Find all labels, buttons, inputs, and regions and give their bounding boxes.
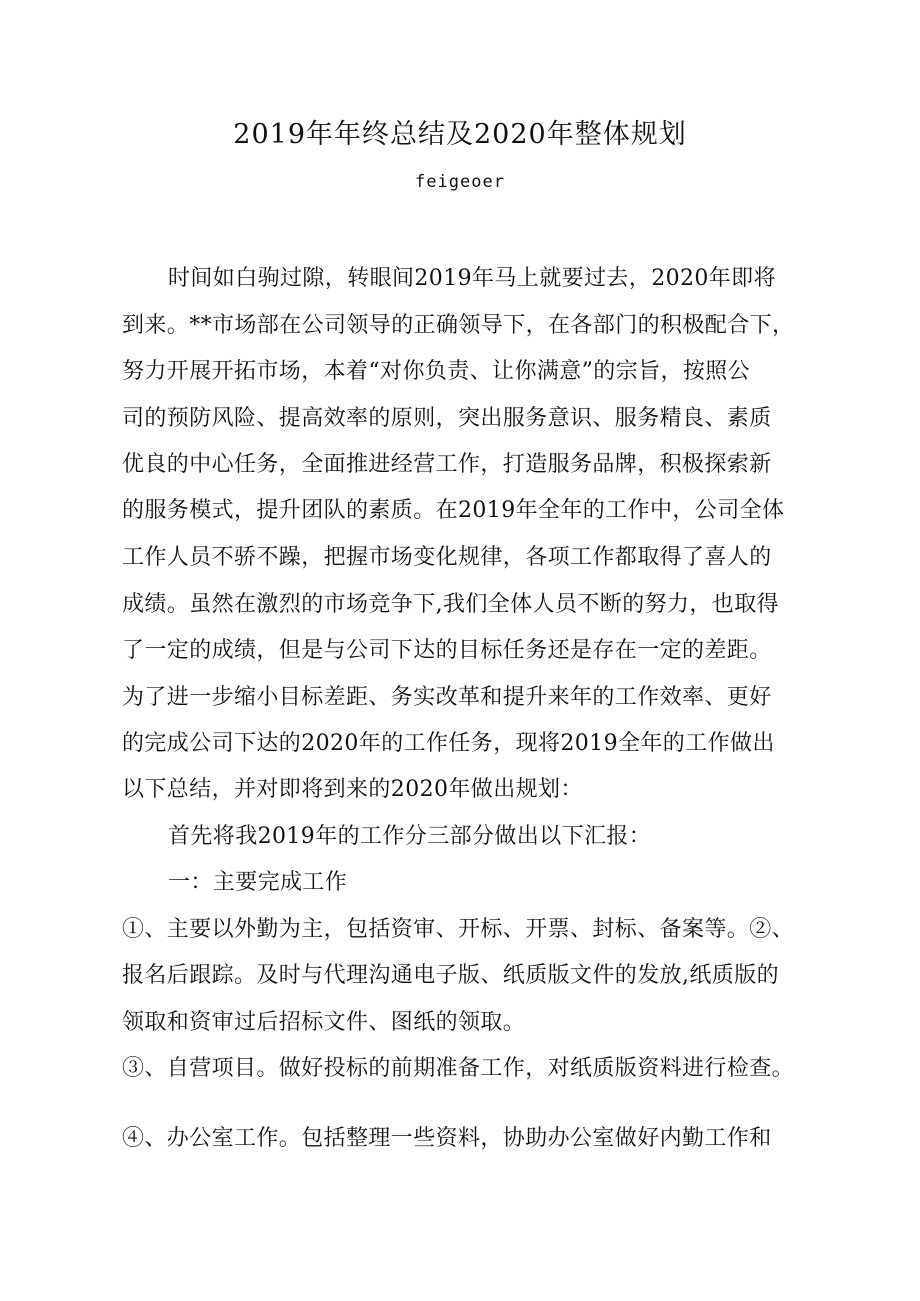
- document-title: 2019年年终总结及2020年整体规划: [233, 119, 687, 150]
- paragraph-line: 工作人员不骄不躁，把握市场变化规律，各项工作都取得了喜人的: [122, 545, 772, 570]
- paragraph-line: 了一定的成绩，但是与公司下达的目标任务还是存在一定的差距。: [122, 638, 772, 663]
- paragraph-line: 司的预防风险、提高效率的原则，突出服务意识、服务精良、素质: [122, 406, 772, 431]
- list-item-line: ④、办公室工作。包括整理一些资料，协助办公室做好内勤工作和: [122, 1126, 772, 1151]
- paragraph-line: 时间如白驹过隙，转眼间2019年马上就要过去，2020年即将: [168, 266, 776, 291]
- list-item-line: ①、主要以外勤为主，包括资审、开标、开票、封标、备案等。②、: [122, 917, 795, 942]
- list-item-line: 领取和资审过后招标文件、图纸的领取。: [122, 1010, 526, 1035]
- paragraph-line: 优良的中心任务，全面推进经营工作，打造服务品牌，积极探索新: [122, 452, 772, 477]
- paragraph-line: 为了进一步缩小目标差距、务实改革和提升来年的工作效率、更好: [122, 685, 772, 710]
- paragraph-line: 成绩。虽然在激烈的市场竞争下,我们全体人员不断的努力，也取得: [122, 592, 779, 617]
- document-author: feigeoer: [415, 172, 505, 192]
- summary-intro-line: 首先将我2019年的工作分三部分做出以下汇报：: [168, 824, 652, 849]
- list-item-line: 报名后跟踪。及时与代理沟通电子版、纸质版文件的发放,纸质版的: [122, 963, 779, 988]
- paragraph-line: 到来。**市场部在公司领导的正确领导下，在各部门的积极配合下，: [122, 313, 795, 338]
- paragraph-line: 的完成公司下达的2020年的工作任务，现将2019全年的工作做出: [122, 731, 775, 756]
- paragraph-line: 努力开展开拓市场，本着“对你负责、让你满意”的宗旨，按照公: [122, 359, 751, 384]
- section-heading: 一：主要完成工作: [168, 870, 348, 895]
- paragraph-line: 的服务模式，提升团队的素质。在2019年全年的工作中，公司全体: [122, 498, 785, 523]
- list-item-line: ③、自营项目。做好投标的前期准备工作，对纸质版资料进行检查。: [122, 1056, 795, 1081]
- paragraph-line: 以下总结，并对即将到来的2020年做出规划：: [122, 777, 583, 802]
